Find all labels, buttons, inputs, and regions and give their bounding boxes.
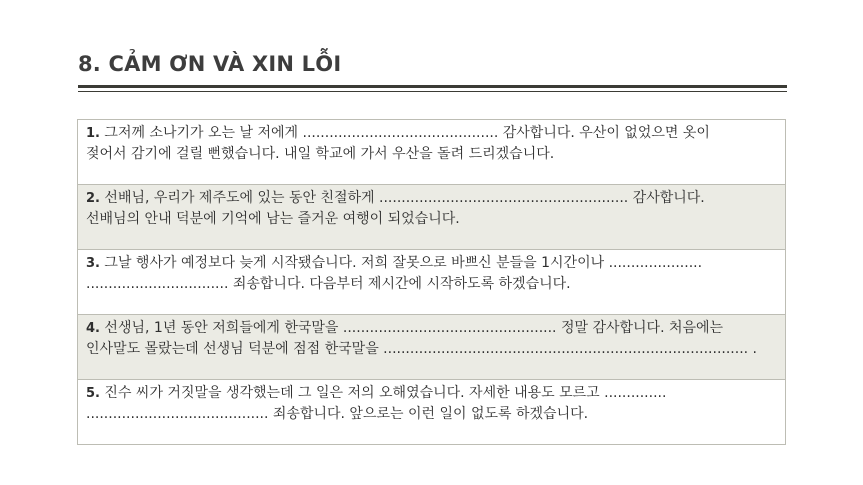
exercise-table bbox=[77, 119, 786, 445]
exercise-line: 인사말도 몰랐는데 선생님 덕분에 점점 한국말을 .................................................................................. . bbox=[86, 341, 757, 357]
exercise-line: ................................ 죄송합니다. 다음부터 제시간에 시작하도록 하겠습니다. bbox=[86, 276, 571, 292]
exercise-line bbox=[86, 123, 777, 144]
item-number: 5. bbox=[86, 386, 100, 401]
exercise-line: 선배님의 안내 덕분에 기억에 남는 즐거운 여행이 되었습니다. bbox=[86, 211, 460, 227]
item-text: 그저께 소나기가 오는 날 저에게 ............................................ 감사합니다. 우산이 없었으면 옷이 bbox=[99, 125, 710, 141]
exercise-item-4 bbox=[78, 315, 785, 380]
item-text: 그날 행사가 예정보다 늦게 시작됐습니다. 저희 잘못으로 바쁘신 분들을 1시간이나 ..................... bbox=[99, 255, 703, 271]
item-number: 4. bbox=[86, 321, 100, 336]
title-divider-thick bbox=[78, 85, 787, 88]
item-number: 3. bbox=[86, 256, 100, 271]
item-text: 선생님, 1년 동안 저희들에게 한국말을 ................................................ 정말 감사합니다. 처음에는 bbox=[99, 320, 724, 336]
exercise-item-2 bbox=[78, 185, 785, 250]
exercise-item-1 bbox=[78, 120, 785, 185]
exercise-line bbox=[86, 188, 777, 209]
exercise-item-3 bbox=[78, 250, 785, 315]
exercise-line bbox=[86, 318, 777, 339]
item-text: 진수 씨가 거짓말을 생각했는데 그 일은 저의 오해였습니다. 자세한 내용도 모르고 .............. bbox=[99, 385, 667, 401]
item-text: 선배님, 우리가 제주도에 있는 동안 친절하게 ........................................................ 감사합니다. bbox=[99, 190, 705, 206]
exercise-line bbox=[86, 253, 777, 274]
title-divider-thin bbox=[78, 91, 787, 92]
item-number: 2. bbox=[86, 191, 100, 206]
exercise-line: 젖어서 감기에 걸릴 뻔했습니다. 내일 학교에 가서 우산을 돌려 드리겠습니다. bbox=[86, 146, 555, 162]
exercise-line bbox=[86, 383, 777, 404]
item-number: 1. bbox=[86, 126, 100, 141]
exercise-item-5 bbox=[78, 380, 785, 444]
exercise-line: ......................................... 죄송합니다. 앞으로는 이런 일이 없도록 하겠습니다. bbox=[86, 406, 589, 422]
page-title: 8. CẢM ƠN VÀ XIN LỖI bbox=[78, 52, 342, 76]
